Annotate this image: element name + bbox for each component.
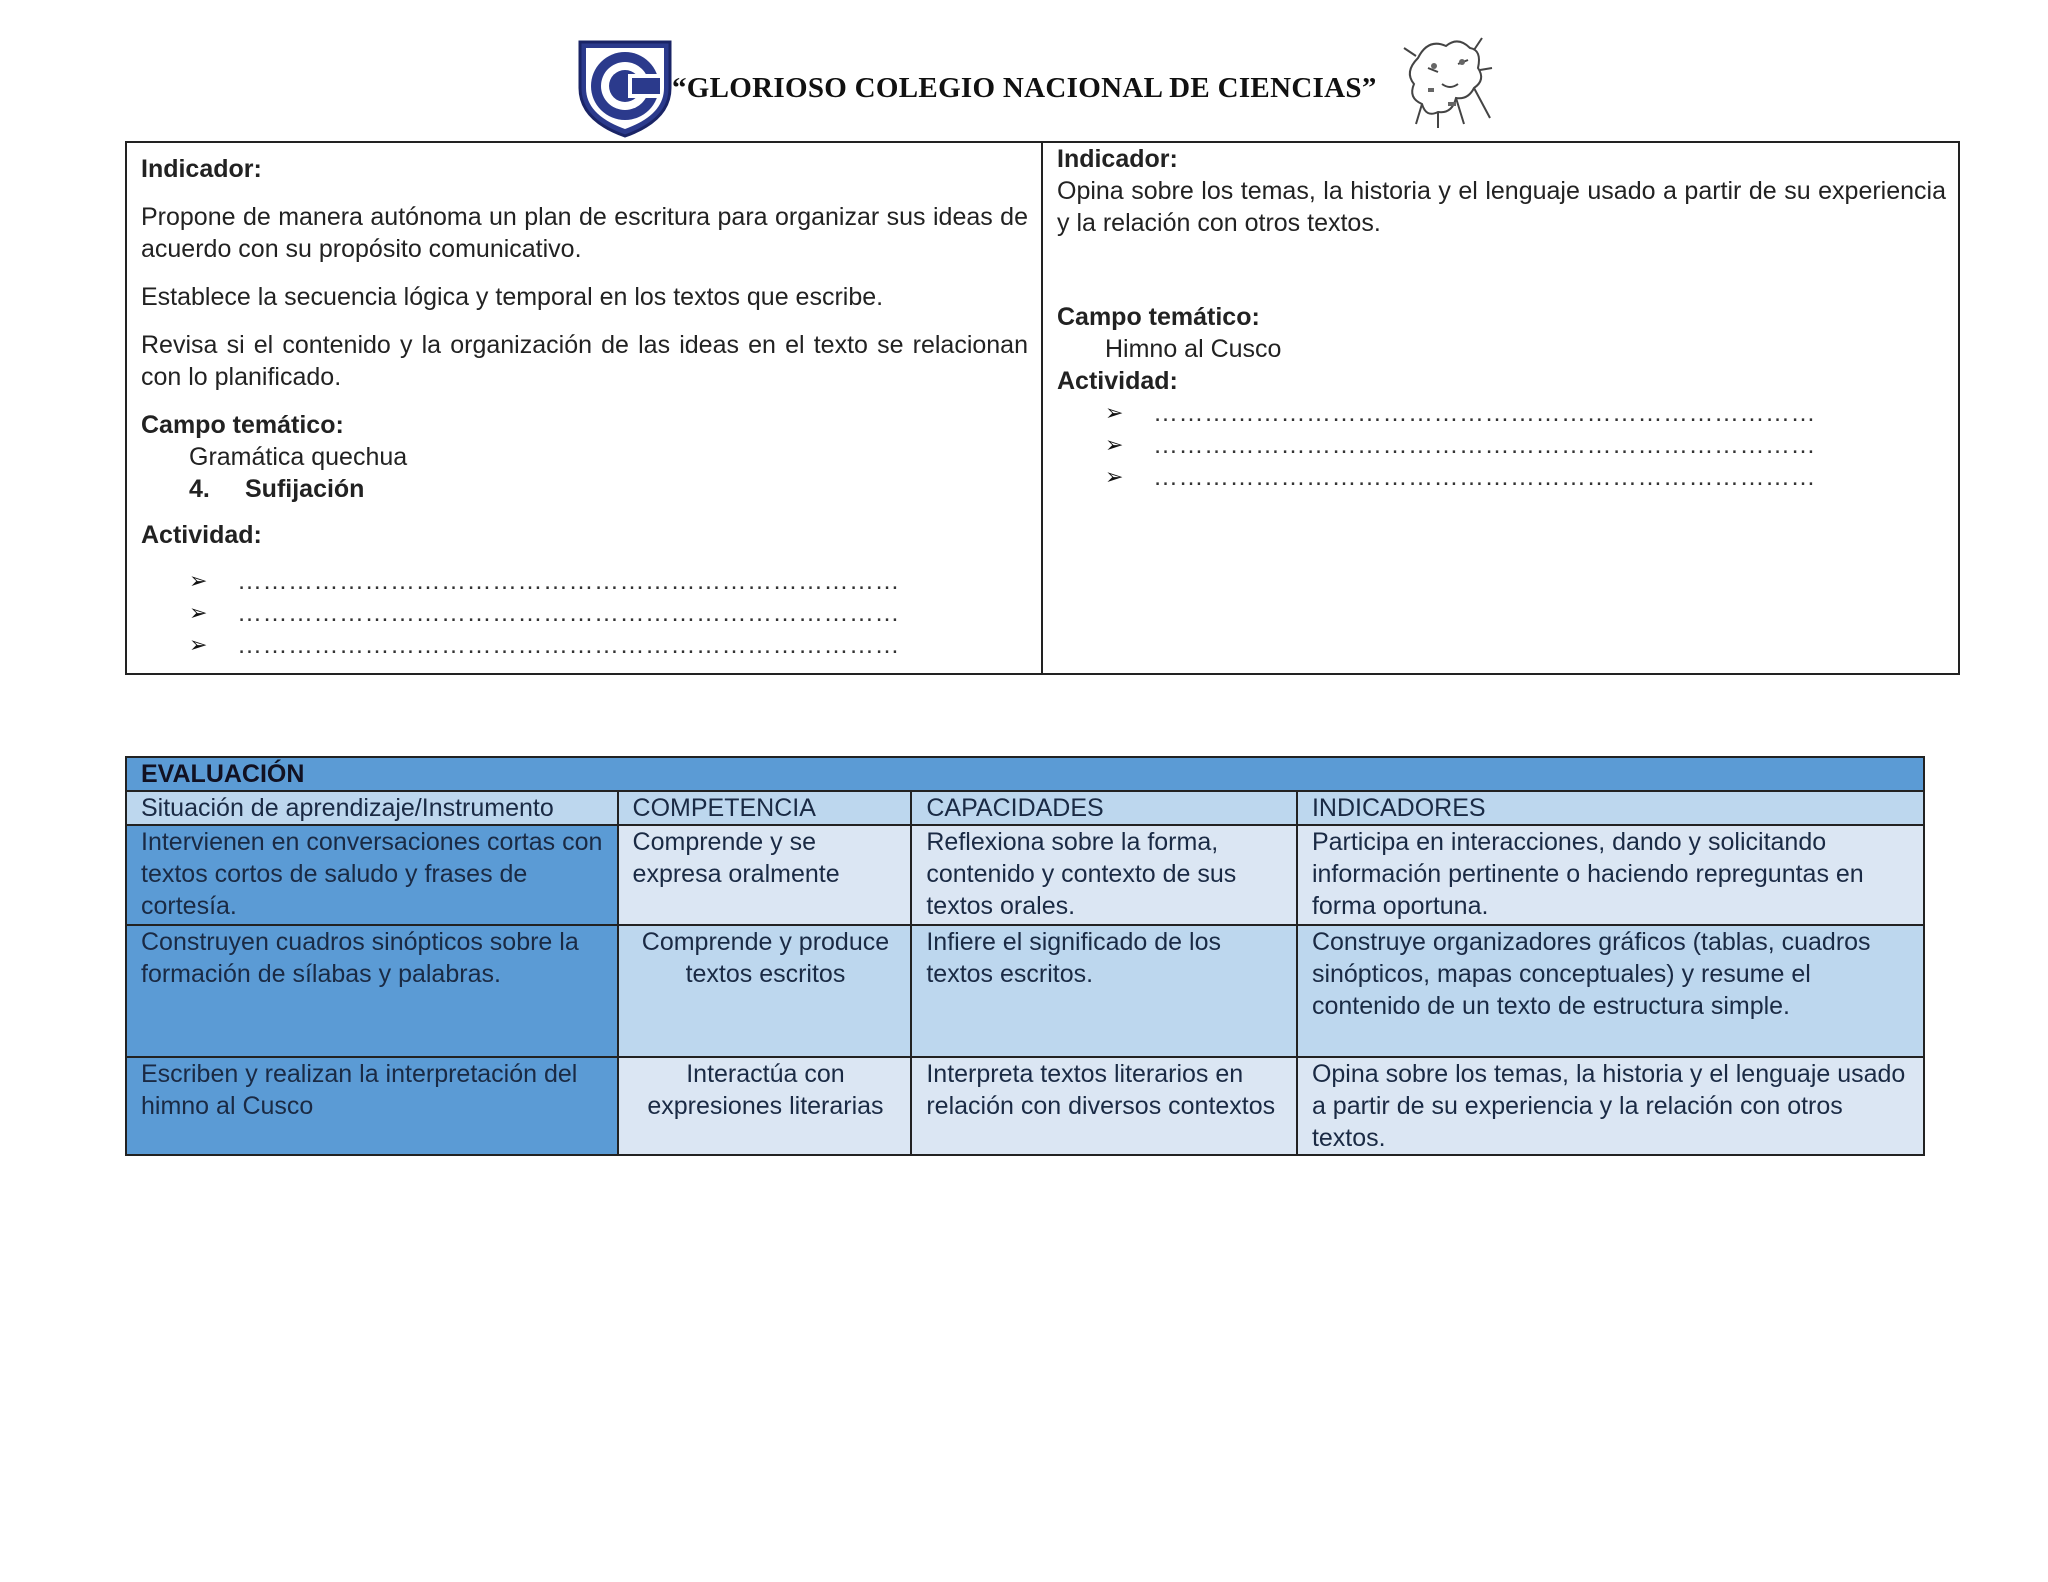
list-item: ➢ …………………………………………………………………… bbox=[189, 567, 900, 595]
campo-tematico-label: Campo temático: bbox=[141, 411, 344, 439]
mascot-drawing-icon bbox=[1398, 28, 1502, 132]
topic-number: 4. bbox=[189, 475, 210, 503]
school-name: “GLORIOSO COLEGIO NACIONAL DE CIENCIAS” bbox=[672, 72, 1377, 104]
activity-list bbox=[1057, 397, 1946, 493]
evaluation-title: EVALUACIÓN bbox=[126, 757, 1924, 791]
column-header: Situación de aprendizaje/Instrumento bbox=[126, 791, 618, 825]
indicador-label: Indicador: bbox=[141, 155, 262, 183]
left-plan-cell bbox=[127, 143, 1043, 673]
arrow-bullet-icon: ➢ bbox=[189, 600, 208, 625]
list-item: ➢ …………………………………………………………………… bbox=[1105, 463, 1816, 491]
table-cell: Interactúa con expresiones literarias bbox=[618, 1057, 912, 1155]
table-title-row bbox=[126, 757, 1924, 791]
indicator-paragraph: Revisa si el contenido y la organización de las ideas en el texto se relacionan con lo planificado. bbox=[141, 331, 1028, 391]
campo-tematico-value: Gramática quechua bbox=[189, 443, 408, 471]
numbered-topic bbox=[141, 473, 1028, 505]
list-item: ➢ …………………………………………………………………… bbox=[1105, 399, 1816, 427]
arrow-bullet-icon: ➢ bbox=[1105, 400, 1124, 425]
table-cell: Interpreta textos literarios en relación con diversos contextos bbox=[911, 1057, 1297, 1155]
table-cell: Escriben y realizan la interpretación del himno al Cusco bbox=[126, 1057, 618, 1155]
table-cell: Construyen cuadros sinópticos sobre la formación de sílabas y palabras. bbox=[126, 925, 618, 1057]
topic-title: Sufijación bbox=[245, 475, 365, 503]
table-cell: Comprende y produce textos escritos bbox=[618, 925, 912, 1057]
arrow-bullet-icon: ➢ bbox=[1105, 432, 1124, 457]
list-item: ➢ …………………………………………………………………… bbox=[1105, 431, 1816, 459]
campo-tematico-value: Himno al Cusco bbox=[1105, 335, 1282, 363]
school-crest-icon bbox=[576, 36, 674, 138]
table-row bbox=[126, 1057, 1924, 1155]
table-header-row bbox=[126, 791, 1924, 825]
activity-list bbox=[141, 565, 1028, 661]
indicator-paragraph: Opina sobre los temas, la historia y el lenguaje usado a partir de su experiencia y la relación con otros textos. bbox=[1057, 177, 1946, 237]
arrow-bullet-icon: ➢ bbox=[189, 568, 208, 593]
arrow-bullet-icon: ➢ bbox=[189, 632, 208, 657]
indicador-label: Indicador: bbox=[1057, 145, 1178, 173]
table-cell: Construye organizadores gráficos (tablas, cuadros sinópticos, mapas conceptuales) y resume el contenido de un texto de estructura simple. bbox=[1297, 925, 1924, 1057]
table-cell: Participa en interacciones, dando y solicitando información pertinente o haciendo repreguntas en forma oportuna. bbox=[1297, 825, 1924, 925]
indicator-paragraph: Establece la secuencia lógica y temporal en los textos que escribe. bbox=[141, 283, 884, 311]
arrow-bullet-icon: ➢ bbox=[1105, 464, 1124, 489]
evaluation-table bbox=[125, 756, 1925, 1156]
table-cell: Infiere el significado de los textos escritos. bbox=[911, 925, 1297, 1057]
table-cell: Reflexiona sobre la forma, contenido y contexto de sus textos orales. bbox=[911, 825, 1297, 925]
campo-tematico-label: Campo temático: bbox=[1057, 303, 1260, 331]
table-row bbox=[126, 925, 1924, 1057]
table-row bbox=[126, 825, 1924, 925]
column-header: CAPACIDADES bbox=[911, 791, 1297, 825]
table-cell: Intervienen en conversaciones cortas con textos cortos de saludo y frases de cortesía. bbox=[126, 825, 618, 925]
actividad-label: Actividad: bbox=[1057, 367, 1178, 395]
column-header: INDICADORES bbox=[1297, 791, 1924, 825]
list-item: ➢ …………………………………………………………………… bbox=[189, 631, 900, 659]
table-cell: Comprende y se expresa oralmente bbox=[618, 825, 912, 925]
right-plan-cell bbox=[1043, 143, 1958, 673]
actividad-label: Actividad: bbox=[141, 521, 262, 549]
column-header: COMPETENCIA bbox=[618, 791, 912, 825]
plan-table bbox=[125, 141, 1960, 675]
indicator-paragraph: Propone de manera autónoma un plan de escritura para organizar sus ideas de acuerdo con su propósito comunicativo. bbox=[141, 203, 1028, 263]
list-item: ➢ …………………………………………………………………… bbox=[189, 599, 900, 627]
document-header bbox=[0, 28, 2048, 138]
table-cell: Opina sobre los temas, la historia y el lenguaje usado a partir de su experiencia y la relación con otros textos. bbox=[1297, 1057, 1924, 1155]
